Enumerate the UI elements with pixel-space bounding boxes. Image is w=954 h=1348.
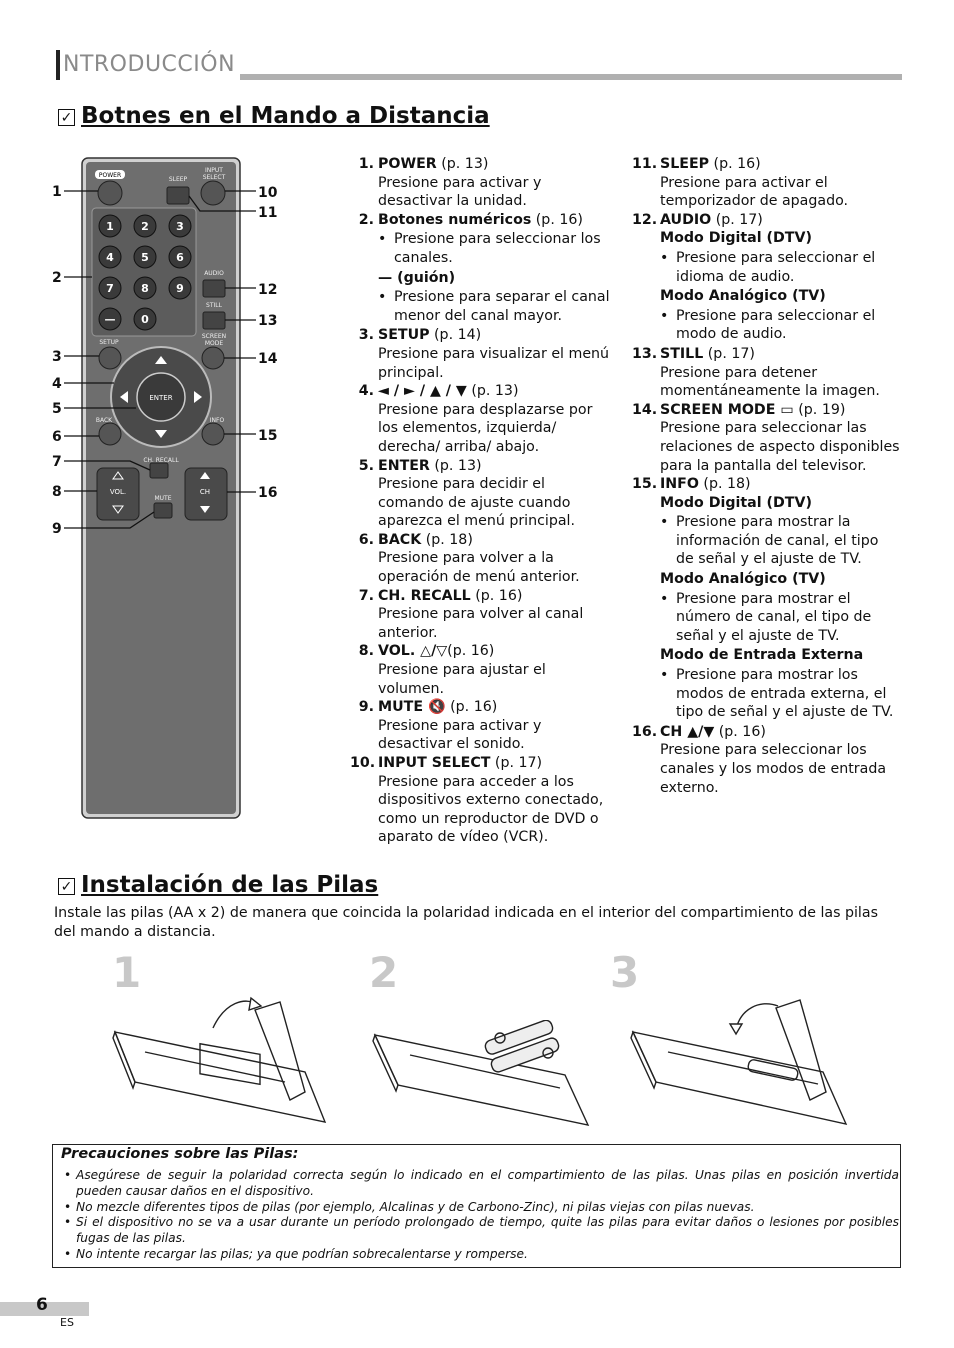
chrecall-label: CH. RECALL <box>143 457 179 464</box>
remote-illustration <box>40 150 290 830</box>
list-item: 4. ◄ / ► / ▲ / ▼ (p. 13) Presione para desplazarse por los elementos, izquierda/ derecha/ arriba/ abajo. <box>358 383 593 455</box>
list-item: 15. INFO (p. 18) Modo Digital (DTV) • Presione para mostrar la información de canal, el tipo de señal y el ajuste de TV. Modo Analógico (TV) • Presione para mostrar el número de canal, el tipo de señal y el ajuste de TV. Modo de Entrada Externa • Presione para mostrar los modos de entrada externa, el tipo de señal y el ajuste de TV. <box>632 475 900 722</box>
back-label: BACK <box>95 417 113 424</box>
list-item: 14. SCREEN MODE ▭ (p. 19) Presione para seleccionar las relaciones de aspecto disponibles para la pantalla del televisor. <box>632 401 900 474</box>
list-item: 16. CH ▲/▼ (p. 16) Presione para seleccionar los canales y los modos de entrada externo. <box>632 723 887 796</box>
precautions-list <box>64 1168 899 1263</box>
key-4: 4 <box>106 251 114 264</box>
callout-14: 14 <box>258 351 278 367</box>
list-item: • Asegúrese de seguir la polaridad correcta según lo indicado en el compartimiento de las pilas. Unas pilas en posición invertida pueden causar daños en el dispositivo. <box>64 1168 899 1200</box>
callout-13: 13 <box>258 313 278 329</box>
step-number-2: 2 <box>369 948 399 997</box>
screen-label-2: MODE <box>204 340 224 347</box>
callout-3: 3 <box>52 349 62 365</box>
list-item: 12. AUDIO (p. 17) Modo Digital (DTV) • Presione para seleccionar el idioma de audio. Modo Analógico (TV) • Presione para seleccionar el modo de audio. <box>632 211 900 344</box>
callout-6: 6 <box>52 429 62 445</box>
list-item: 11. SLEEP (p. 16) Presione para activar el temporizador de apagado. <box>632 156 849 210</box>
checkbox-icon: ✓ <box>58 109 75 126</box>
sleep-label: SLEEP <box>168 176 188 183</box>
list-item: 10. INPUT SELECT (p. 17) Presione para acceder a los dispositivos externo conectado, como un reproductor de DVD o aparato de vídeo (VCR). <box>350 755 604 846</box>
key-3: 3 <box>176 220 184 233</box>
header-bar <box>56 50 60 80</box>
battery-step1-illustration <box>105 992 335 1132</box>
list-item: 1. POWER (p. 13) Presione para activar y desactivar la unidad. <box>358 156 542 210</box>
header-rule <box>240 74 902 80</box>
enter-label: ENTER <box>149 394 173 402</box>
list-item: 2. Botones numéricos (p. 16) • Presione para seleccionar los canales. — (guión) • Presione para separar el canal menor del canal mayor. <box>350 211 615 326</box>
callout-16: 16 <box>258 485 278 501</box>
key-1: 1 <box>106 220 114 233</box>
callout-8: 8 <box>52 484 62 500</box>
callout-7: 7 <box>52 454 62 470</box>
key-8: 8 <box>141 282 149 295</box>
step-number-1: 1 <box>112 948 142 997</box>
callout-9: 9 <box>52 521 62 537</box>
mute-label: MUTE <box>154 495 172 502</box>
callout-1: 1 <box>52 184 62 200</box>
key-7: 7 <box>106 282 114 295</box>
checkbox-icon: ✓ <box>58 878 75 895</box>
key-9: 9 <box>176 282 184 295</box>
list-item: • Si el dispositivo no se va a usar durante un período prolongado de tiempo, quite las pilas para evitar daños o lesiones por posibles fugas de las pilas. <box>64 1215 899 1247</box>
battery-step3-illustration <box>628 994 853 1134</box>
list-item: 5. ENTER (p. 13) Presione para decidir el comando de ajuste cuando aparezca el menú principal. <box>358 457 575 530</box>
ch-label: CH <box>199 488 211 496</box>
battery-intro: Instale las pilas (AA x 2) de manera que coincida la polaridad indicada en el interior del compartimiento de las pilas del mando a distancia. <box>54 905 878 940</box>
callout-4: 4 <box>52 376 62 392</box>
button-list-col2 <box>632 155 900 797</box>
callout-5: 5 <box>52 401 62 417</box>
setup-label: SETUP <box>99 339 119 346</box>
vol-label: VOL. <box>109 488 127 496</box>
power-label: POWER <box>98 172 122 179</box>
screen-label-1: SCREEN <box>201 333 227 340</box>
list-item: • No mezcle diferentes tipos de pilas (por ejemplo, Alcalinas y de Carbono-Zinc), ni pilas viejas con pilas nuevas. <box>64 1200 899 1216</box>
callout-11: 11 <box>258 205 278 221</box>
list-item: 3. SETUP (p. 14) Presione para visualizar el menú principal. <box>358 327 610 381</box>
audio-label: AUDIO <box>204 270 224 277</box>
callout-10: 10 <box>258 185 278 201</box>
key-6: 6 <box>176 251 184 264</box>
precautions-title: Precauciones sobre las Pilas: <box>61 1146 299 1162</box>
list-item: 8. VOL. △/▽(p. 16) Presione para ajustar el volumen. <box>358 643 546 697</box>
header-title: NTRODUCCIÓN <box>63 52 236 77</box>
key-0: 0 <box>141 313 149 326</box>
step-number-3: 3 <box>610 948 640 997</box>
list-item: 13. STILL (p. 17) Presione para detener momentáneamente la imagen. <box>632 345 880 400</box>
key-2: 2 <box>141 220 149 233</box>
button-list-col1 <box>350 155 615 847</box>
list-item: 9. MUTE 🔇 (p. 16) Presione para activar y desactivar el sonido. <box>358 699 542 753</box>
list-item: 6. BACK (p. 18) Presione para volver a la operación de menú anterior. <box>358 531 580 586</box>
key-5: 5 <box>141 251 149 264</box>
still-label: STILL <box>206 302 222 309</box>
language-code: ES <box>60 1316 74 1329</box>
input-label-2: SELECT <box>202 174 226 181</box>
info-label: INFO <box>209 417 225 424</box>
key-dash: — <box>104 313 116 326</box>
callout-12: 12 <box>258 282 278 298</box>
section-title-batteries: Instalación de las Pilas <box>81 872 379 898</box>
page-number: 6 <box>36 1295 48 1315</box>
battery-step2-illustration <box>370 1020 595 1135</box>
list-item: 7. CH. RECALL (p. 16) Presione para volver al canal anterior. <box>358 587 584 641</box>
callout-15: 15 <box>258 428 278 444</box>
callout-2: 2 <box>52 270 62 286</box>
list-item: • No intente recargar las pilas; ya que podrían sobrecalentarse y romperse. <box>64 1247 899 1263</box>
input-label-1: INPUT <box>205 167 223 174</box>
section-title-remote: Botnes en el Mando a Distancia <box>81 103 490 129</box>
